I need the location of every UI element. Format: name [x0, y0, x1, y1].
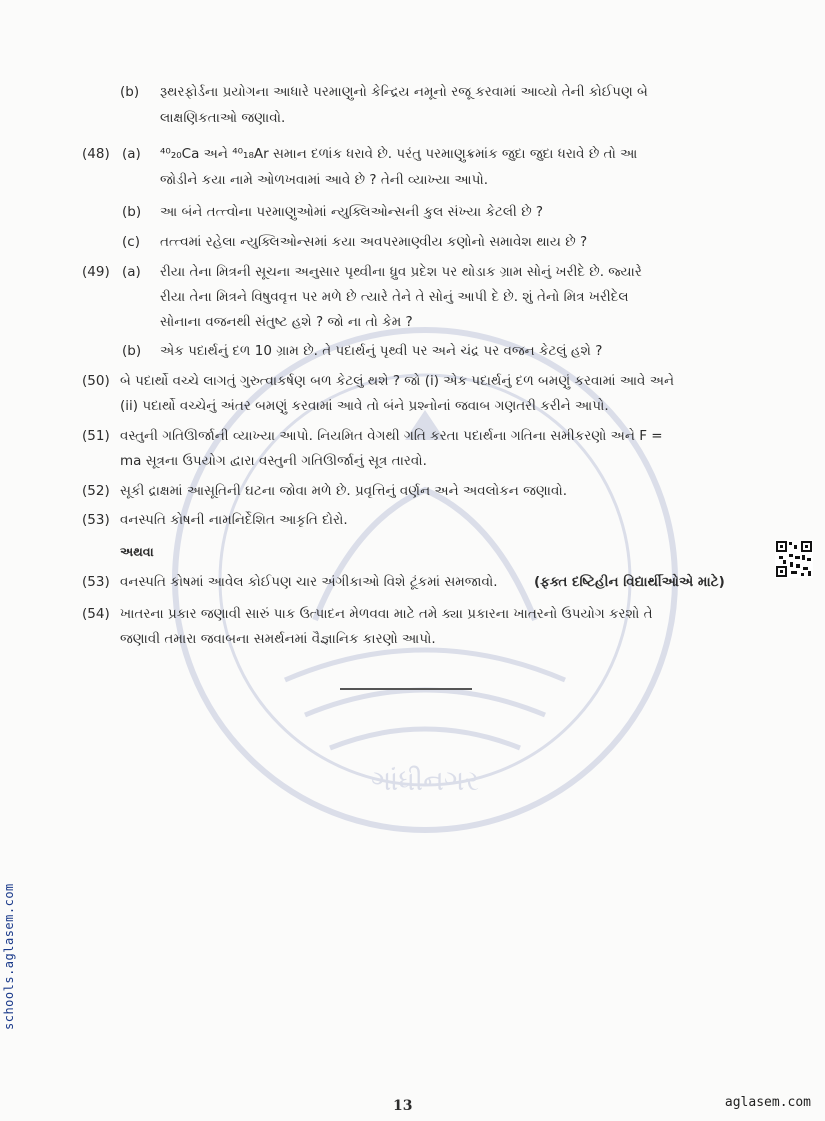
- page-number: 13: [393, 1098, 413, 1114]
- question-line: બે પદાર્થો વચ્ચે લાગતું ગુરુત્વાકર્ષણ બળ કેટલું થશે ? જો (i) એક પદાર્થનું દળ બમણું કરવામાં આવે અને: [120, 373, 675, 389]
- question-line: જણાવી તમારા જવાબના સમર્થનમાં વૈજ્ઞાનિક કારણો આપો.: [120, 631, 436, 647]
- question-number: (50): [82, 373, 110, 389]
- question-line: સોનાના વજનથી સંતુષ્ટ હશે ? જો ના તો કેમ ?: [160, 314, 413, 330]
- question-number: (53): [82, 574, 110, 590]
- question-number: (48): [82, 146, 110, 162]
- side-watermark-url: schools.aglasem.com: [2, 883, 16, 1030]
- question-line: વનસ્પતિ કોષની નામનિર્દેશિત આકૃતિ દોરો.: [120, 512, 348, 528]
- question-line: વનસ્પતિ કોષમાં આવેલ કોઈપણ ચાર અંગીકાઓ વિશે ટૂંકમાં સમજાવો.: [120, 574, 498, 590]
- part-label: (b): [122, 343, 142, 359]
- question-line: જોડીને કયા નામે ઓળખવામાં આવે છે ? તેની વ્યાખ્યા આપો.: [160, 172, 489, 188]
- question-number: (54): [82, 606, 110, 622]
- question-line: રૂથરફોર્ડના પ્રયોગના આધારે પરમાણુનો કેન્દ્રિય નમૂનો રજૂ કરવામાં આવ્યો તેની કોઈપણ બે: [160, 84, 648, 100]
- qr-code-icon: [775, 540, 813, 578]
- question-line: એક પદાર્થનું દળ 10 ગ્રામ છે. તે પદાર્થનું પૃથ્વી પર અને ચંદ્ર પર વજન કેટલું હશે ?: [160, 343, 603, 359]
- part-label: (a): [122, 264, 141, 280]
- question-number: (51): [82, 428, 110, 444]
- question-line: આ બંને તત્ત્વોના પરમાણુઓમાં ન્યુક્લિઓન્સની કુલ સંખ્યા કેટલી છે ?: [160, 204, 544, 220]
- part-label: (a): [122, 146, 141, 162]
- visually-impaired-note: (ફક્ત દષ્ટિહીન વિદ્યાર્થીઓએ માટે): [534, 574, 725, 590]
- part-label: (b): [120, 84, 140, 100]
- seal-text: ગાંધીનગર: [371, 764, 479, 797]
- question-line: રીયા તેના મિત્રની સૂચના અનુસાર પૃથ્વીના ધ્રુવ પ્રદેશ પર થોડાક ગ્રામ સોનું ખરીદે છે. જ્યારે: [160, 264, 642, 280]
- question-line: સૂકી દ્રાક્ષમાં આસૂતિની ઘટના જોવા મળે છે. પ્રવૃત્તિનું વર્ણન અને અવલોકન જણાવો.: [120, 483, 568, 499]
- question-number: (52): [82, 483, 110, 499]
- question-number: (49): [82, 264, 110, 280]
- question-line: રીયા તેના મિત્રને વિષુવવૃત્ત પર મળે છે ત્યારે તેને તે સોનું આપી દે છે. શું તેનો મિત્ર ખરીદેલ: [160, 289, 629, 305]
- question-line: (ii) પદાર્થો વચ્ચેનું અંતર બમણું કરવામાં આવે તો બંને પ્રશ્નોનાં જવાબ ગણતરી કરીને આપો.: [120, 398, 609, 414]
- question-line: ખાતરના પ્રકાર જણાવી સારું પાક ઉત્પાદન મેળવવા માટે તમે ક્યા પ્રકારના ખાતરનો ઉપયોગ કરશો તે: [120, 606, 653, 622]
- end-rule: [340, 688, 472, 690]
- question-number: (53): [82, 512, 110, 528]
- question-line: તત્ત્વમાં રહેલા ન્યુક્લિઓન્સમાં કયા અવપરમાણ્વીય કણોનો સમાવેશ થાય છે ?: [160, 234, 588, 250]
- or-label: અથવા: [120, 544, 154, 559]
- footer-url: aglasem.com: [724, 1095, 811, 1110]
- question-line: ma સૂત્રના ઉપયોગ દ્વારા વસ્તુની ગતિઊર્જાનું સૂત્ર તારવો.: [120, 453, 427, 469]
- question-line: ⁴⁰₂₀Ca અને ⁴⁰₁₈Ar સમાન દળાંક ધરાવે છે. પરંતુ પરમાણુક્રમાંક જુદા જુદા ધરાવે છે તો આ: [160, 146, 638, 162]
- question-line: વસ્તુની ગતિઊર્જાની વ્યાખ્યા આપો. નિયમિત વેગથી ગતિ કરતા પદાર્થના ગતિના સમીકરણો અને F =: [120, 428, 663, 444]
- part-label: (b): [122, 204, 142, 220]
- question-line: લાક્ષણિકતાઓ જણાવો.: [160, 110, 286, 126]
- part-label: (c): [122, 234, 140, 250]
